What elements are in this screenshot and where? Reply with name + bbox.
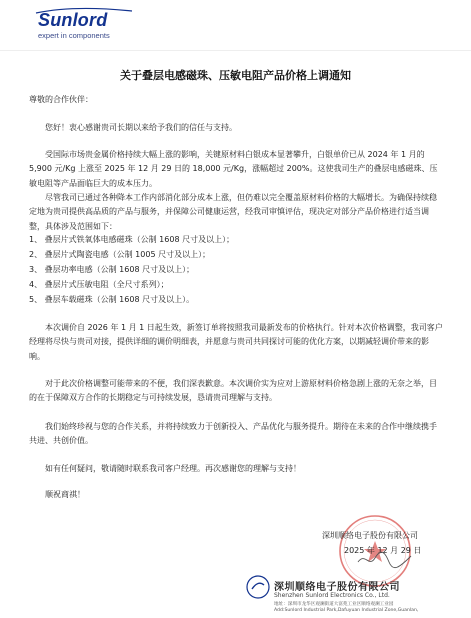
- company-logo: Sunlord: [38, 10, 108, 30]
- signer-company: 深圳顺络电子股份有限公司: [322, 531, 418, 540]
- signer-date: 2025 年 12 月 29 日: [344, 546, 422, 555]
- footer-company-name: 深圳顺络电子股份有限公司: [274, 582, 400, 593]
- list-item: 2、 叠层片式陶瓷电感（公制 1005 尺寸及以上）；: [29, 250, 211, 259]
- paragraph-cost-increase: 受国际市场贵金属价格持续大幅上涨的影响，关键原材料白银成本显著攀升，白银单价已从 2024 年 1 月的 5,900 元/Kg 上涨至 2025 年 12 月 29 日的 18,000 元/Kg，涨幅超过 200%。这使我司生产的叠层电感磁珠、压敏电阻等产品面临巨大的成本压力。: [29, 150, 438, 188]
- paragraph-apology: 对于此次价格调整可能带来的不便，我们深表歉意。本次调价实为应对上游原材料价格急剧上涨的无奈之举，目的在于保障双方合作的长期稳定与可持续发展，恳请贵司理解与支持。: [29, 379, 437, 403]
- list-item: 3、 叠层功率电感（公制 1608 尺寸及以上）；: [29, 265, 195, 274]
- list-item: 5、 叠层车载磁珠（公制 1608 尺寸及以上）。: [29, 295, 195, 304]
- paragraph-contact: 如有任何疑问，敬请随时联系我司客户经理。再次感谢您的理解与支持！: [45, 464, 301, 473]
- paragraph-effective-date: 本次调价自 2026 年 1 月 1 日起生效，新签订单将按照我司最新发布的价格执行。针对本次价格调整，我司客户经理将尽快与贵司对接，提供详细的调价明细表，并愿意与贵司共同探讨可能的优化方案，以期减轻调价带来的影响。: [29, 323, 443, 361]
- paragraph-adjustment-scope: 尽管我司已通过各种降本工作内部消化部分成本上涨，但仍难以完全覆盖原材料价格的大幅增长。为确保持续稳定地为贵司提供高品质的产品与服务，并保障公司健康运营，经我司审慎评估，现决定对部分产品价格进行适当调整，具体涉及范围如下：: [29, 193, 437, 231]
- footer-address: 地址：深圳市龙华区观澜街道大富苑工业区顺络观澜工业园: [274, 602, 394, 607]
- notice-title: 关于叠层电感磁珠、压敏电阻产品价格上调通知: [120, 69, 351, 82]
- handwritten-signature-icon: [355, 548, 415, 572]
- list-item: 4、 叠层片式压敏电阻（全尺寸系列）；: [29, 280, 169, 289]
- greeting: 您好！衷心感谢贵司长期以来给予我们的信任与支持。: [45, 123, 237, 132]
- footer-address-en: Add:Sunlord Industrial Park,Dafuyuan Industrial Zone,Guanlan,: [274, 608, 419, 613]
- letterhead: [0, 0, 471, 51]
- footer-logo-icon: [245, 574, 271, 600]
- closing-greeting: 顺祝商祺！: [45, 490, 85, 499]
- list-item: 1、 叠层片式铁氧体电感磁珠（公制 1608 尺寸及以上）；: [29, 235, 235, 244]
- footer-company-name-en: Shenzhen Sunlord Electronics Co., Ltd.: [274, 592, 390, 599]
- salutation: 尊敬的合作伙伴：: [29, 95, 93, 104]
- paragraph-cooperation: 我们始终珍视与您的合作关系，并将持续致力于创新投入、产品优化与服务提升。期待在未来的合作中继续携手共进、共创价值。: [29, 422, 437, 446]
- logo-tagline: expert in components: [38, 31, 110, 40]
